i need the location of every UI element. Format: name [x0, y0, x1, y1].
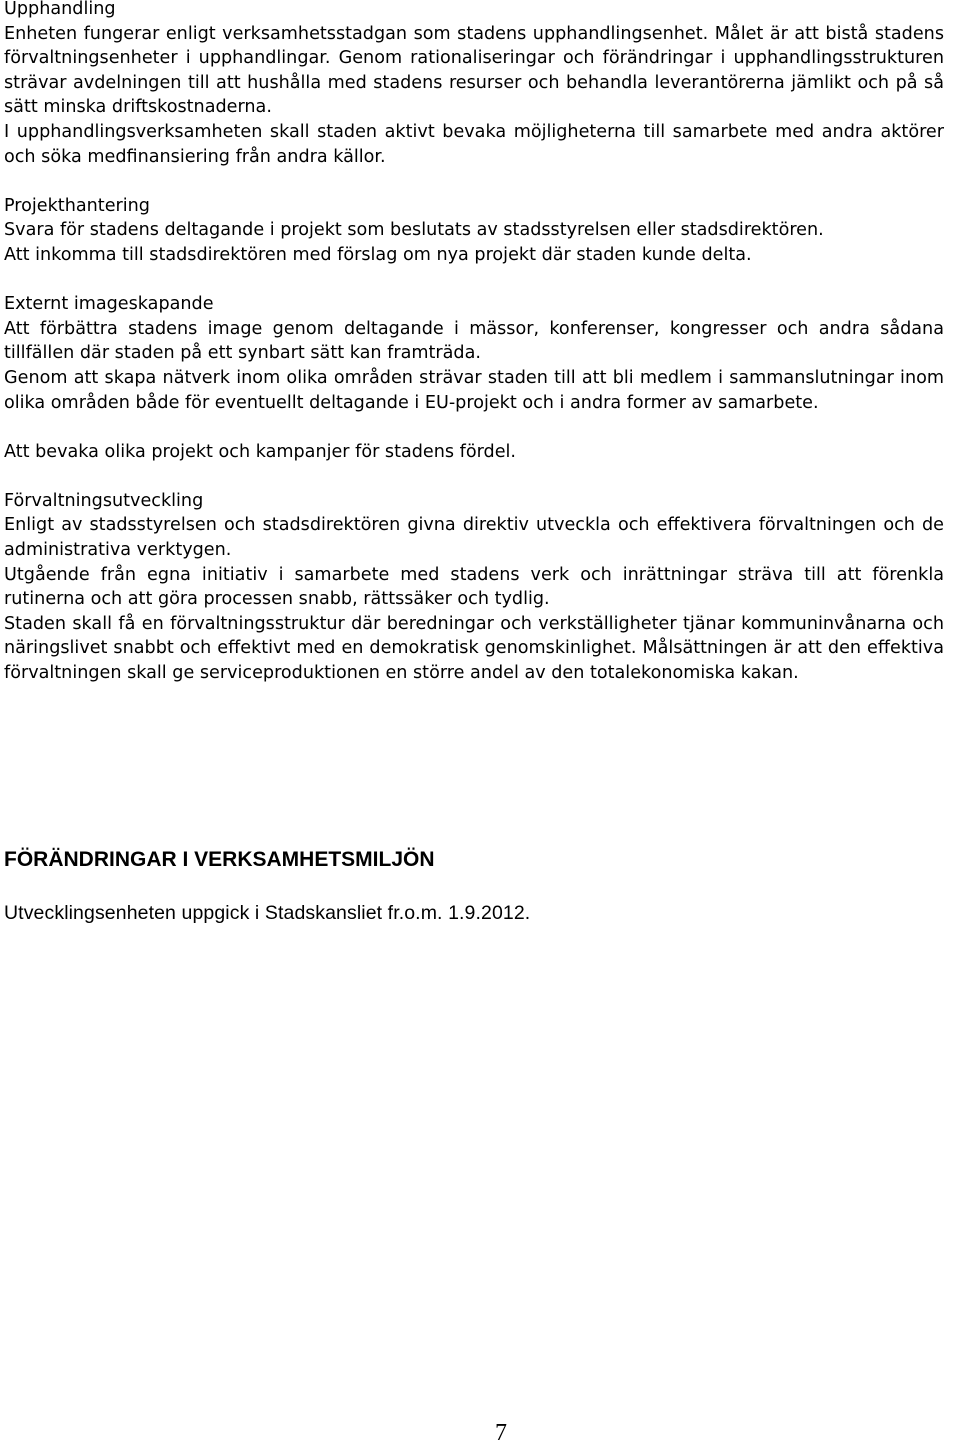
paragraph: Att förbättra stadens image genom deltagande i mässor, konferenser, kongresser och andra sådana tillfällen där staden på ett synbart sätt kan framträda.	[4, 318, 944, 364]
section-externt-imageskapande	[4, 292, 944, 464]
paragraph: Utgående från egna initiativ i samarbete med stadens verk och inrättningar sträva till att förenkla rutinerna och att göra processen snabb, rättssäker och tydlig.	[4, 564, 944, 610]
paragraph: I upphandlingsverksamheten skall staden aktivt bevaka möjligheterna till samarbete med andra aktörer och söka medfinansiering från andra källor.	[4, 121, 944, 167]
paragraph: Enheten fungerar enligt verksamhetsstadgan som stadens upphandlingsenhet. Målet är att bistå stadens förvaltningsenheter i upphandlingar. Genom rationaliseringar och förändringar i upphandlingsstrukturen strävar avdelningen till att hushålla med stadens resurser och behandla leverantörerna jämlikt och på så sätt minska driftskostnaderna.	[4, 23, 944, 118]
section-title: Förvaltningsutveckling	[4, 490, 204, 511]
section-projekthantering	[4, 194, 944, 268]
page-number: 7	[495, 1420, 507, 1446]
section-upphandling	[4, 0, 944, 169]
section-title: Externt imageskapande	[4, 294, 214, 315]
section-title: Projekthantering	[4, 195, 150, 216]
main-text: Utvecklingsenheten uppgick i Stadskansliet fr.o.m. 1.9.2012.	[4, 902, 531, 924]
paragraph: Enligt av stadsstyrelsen och stadsdirektören givna direktiv utveckla och effektivera förvaltningen och de administrativa verktygen.	[4, 515, 944, 561]
document-body	[4, 0, 944, 686]
paragraph: Att bevaka olika projekt och kampanjer för stadens fördel.	[4, 441, 517, 462]
section-title: Upphandling	[4, 0, 116, 19]
paragraph: Att inkomma till stadsdirektören med förslag om nya projekt där staden kunde delta.	[4, 244, 752, 265]
main-heading: FÖRÄNDRINGAR I VERKSAMHETSMILJÖN	[4, 848, 435, 871]
paragraph: Svara för stadens deltagande i projekt som beslutats av stadsstyrelsen eller stadsdirektören.	[4, 220, 824, 241]
section-forvaltningsutveckling	[4, 489, 944, 686]
paragraph: Staden skall få en förvaltningsstruktur där beredningar och verkställigheter tjänar kommuninvånarna och näringslivet snabbt och effektivt med en demokratisk genomskinlighet. Målsättningen är att den effektiva förvaltningen skall ge serviceproduktionen en större andel av den totalekonomiska kakan.	[4, 613, 944, 684]
paragraph: Genom att skapa nätverk inom olika områden strävar staden till att bli medlem i sammanslutningar inom olika områden både för eventuellt deltagande i EU-projekt och i andra former av samarbete.	[4, 367, 944, 413]
